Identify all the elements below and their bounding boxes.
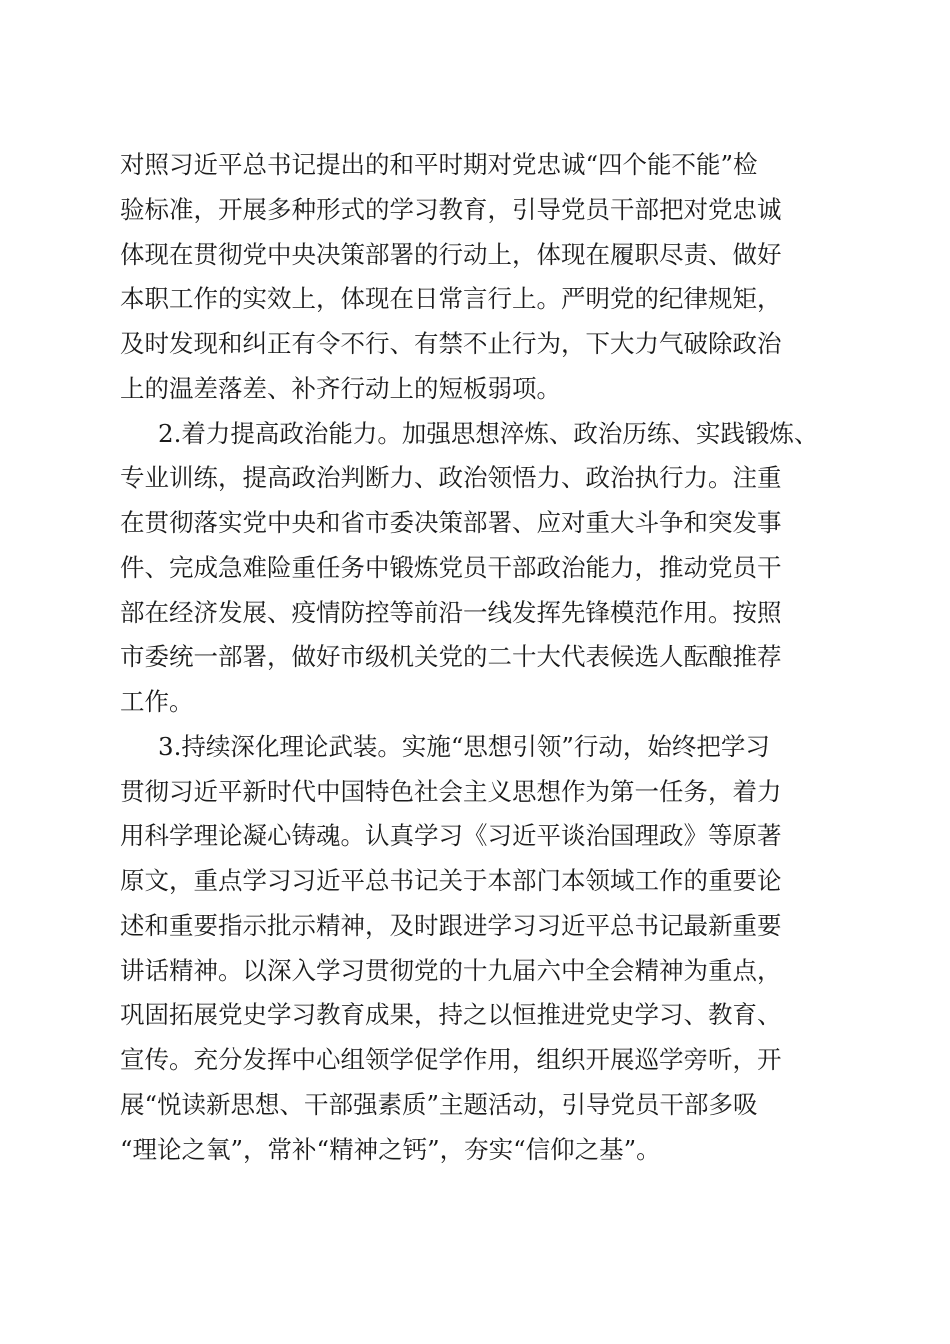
- text-line: 工作。: [120, 687, 194, 716]
- text-line: 专业训练，提高政治判断力、政治领悟力、政治执行力。注重: [120, 463, 782, 493]
- text-line: 及时发现和纠正有令不行、有禁不止行为，下大力气破除政治: [120, 329, 782, 358]
- text-line: 上的温差落差、补齐行动上的短板弱项。: [120, 373, 561, 403]
- text-line: 巩固拓展党史学习教育成果，持之以恒推进党史学习、教育、: [120, 1000, 782, 1030]
- document-body: [120, 143, 832, 1172]
- text-line: “理论之氧”，常补“精神之钙”，夯实“信仰之基”。: [120, 1134, 661, 1164]
- text-line: 部在经济发展、疫情防控等前沿一线发挥先锋模范作用。按照: [120, 597, 782, 627]
- section-heading-line: 2.着力提高政治能力。加强思想淬炼、政治历练、实践锻炼、: [158, 418, 819, 448]
- text-line: 贯彻习近平新时代中国特色社会主义思想作为第一任务，着力: [120, 776, 782, 806]
- text-line: 讲话精神。以深入学习贯彻党的十九届六中全会精神为重点，: [120, 955, 782, 985]
- text-line: 原文，重点学习习近平总书记关于本部门本领域工作的重要论: [120, 866, 782, 895]
- text-line: 宣传。充分发挥中心组领学促学作用，组织开展巡学旁听，开: [120, 1045, 782, 1074]
- text-line: 本职工作的实效上，体现在日常言行上。严明党的纪律规矩，: [120, 284, 782, 314]
- text-line: 对照习近平总书记提出的和平时期对党忠诚“四个能不能”检: [120, 150, 758, 179]
- text-line: 述和重要指示批示精神，及时跟进学习习近平总书记最新重要: [120, 910, 782, 940]
- text-line: 展“悦读新思想、干部强素质”主题活动，引导党员干部多吸: [120, 1089, 758, 1119]
- text-line: 件、完成急难险重任务中锻炼党员干部政治能力，推动党员干: [120, 552, 782, 582]
- text-line: 验标准，开展多种形式的学习教育，引导党员干部把对党忠诚: [120, 194, 782, 224]
- text-line: 在贯彻落实党中央和省市委决策部署、应对重大斗争和突发事: [120, 508, 782, 537]
- text-line: 用科学理论凝心铸魂。认真学习《习近平谈治国理政》等原著: [120, 821, 782, 851]
- section-heading-line: 3.持续深化理论武装。实施“思想引领”行动，始终把学习: [158, 731, 770, 761]
- text-line: 市委统一部署，做好市级机关党的二十大代表候选人酝酿推荐: [120, 642, 782, 672]
- text-line: 体现在贯彻党中央决策部署的行动上，体现在履职尽责、做好: [120, 239, 782, 269]
